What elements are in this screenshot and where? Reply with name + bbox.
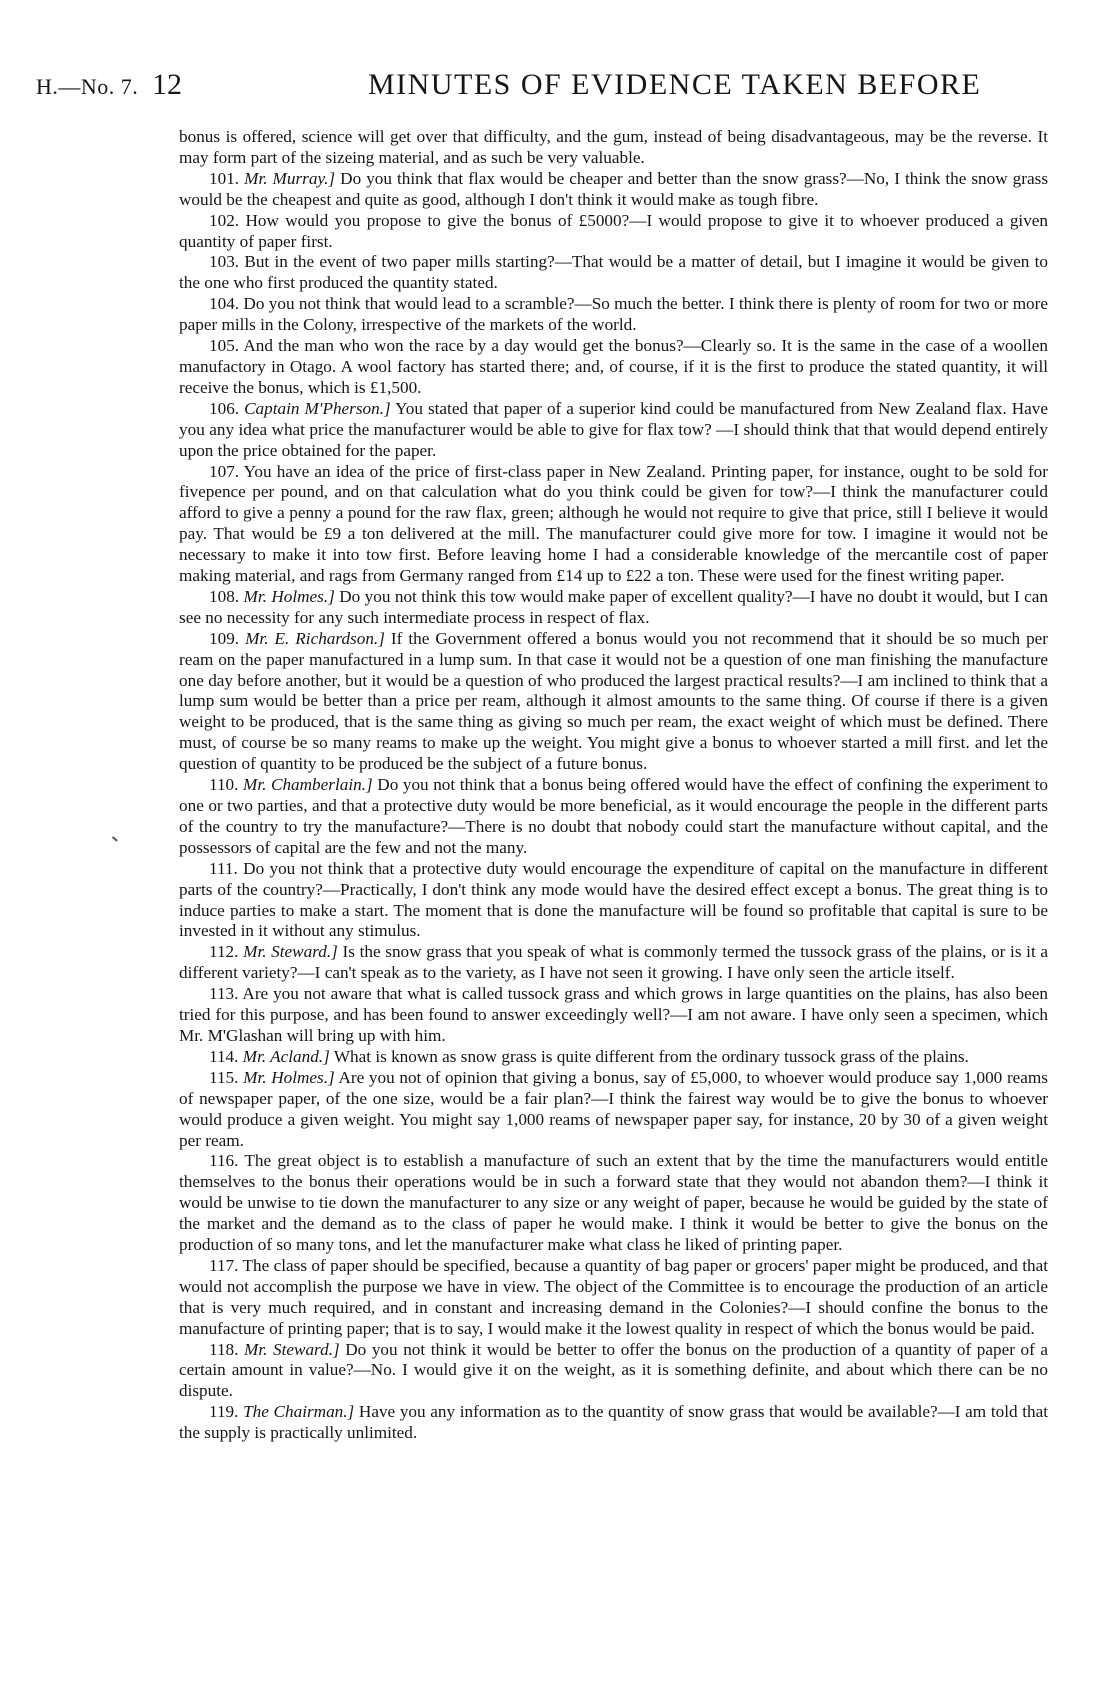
question-number: 113. <box>209 984 239 1004</box>
paragraph-text: But in the event of two paper mills starting?—That would be a matter of detail, but I imagine it would be given to the one who first produced the quantity stated. <box>179 252 1049 293</box>
paragraph-text: Do you not think this tow would make paper of excellent quality?—I have no doubt it would, but I can see no necessity for any such intermediate process in respect of flax. <box>179 586 1048 627</box>
evidence-paragraph <box>179 336 1048 399</box>
paragraph-text: Do you not think that a protective duty would encourage the expenditure of capital on the manufacture in different parts of the country?—Practically, I don't think any mode would have the desired effect except a bonus. The great thing is to induce parties to make a start. The moment that is done the manufacture will be found so profitable that capital is sure to be invested in it without any stimulus. <box>179 858 1049 941</box>
evidence-paragraph <box>179 984 1048 1047</box>
speaker-name: Mr. Holmes.] <box>243 586 335 606</box>
paragraph-text: And the man who won the race by a day would get the bonus?—Clearly so. It is the same in the case of a woollen manufactory in Otago. A wool factory has started there; and, of course, if it is the first to produce the stated quantity, it will receive the bonus, which is £1,500. <box>179 336 1048 397</box>
paragraph-text: The great object is to establish a manufacture of such an extent that by the time the manufacturers would entitle themselves to the bonus their operations would be in such a forward state that they would not abandon them?—I think it would be unwise to tie down the manufacturer to any size or any weight of paper, because he would be guided by the state of the market and the demand as to the class of paper he would make. I think it would be better to give the bonus on the production of so many tons, and let the manufacturer make what class he liked of printing paper. <box>179 1151 1048 1255</box>
evidence-paragraph <box>179 399 1048 462</box>
evidence-paragraph <box>179 859 1048 943</box>
evidence-paragraph <box>179 294 1048 336</box>
question-number: 117. <box>209 1255 239 1275</box>
question-number: 110. <box>209 775 239 795</box>
evidence-paragraph <box>179 942 1048 984</box>
paragraph-text: How would you propose to give the bonus of £5000?—I would propose to give it to whoever produced a given quantity of paper first. <box>179 210 1049 251</box>
speaker-name: Mr. Acland.] <box>242 1046 330 1066</box>
question-number: 104. <box>209 294 240 314</box>
running-title: MINUTES OF EVIDENCE TAKEN BEFORE <box>368 68 982 101</box>
paragraph-text: Are you not of opinion that giving a bonus, say of £5,000, to whoever would produce say 1,000 reams of newspaper paper, of the one size, would be a fair plan?—I think the fairest way would be to give the bonus to whoever would produce a given weight. You might say 1,000 reams of newspaper paper say, for instance, 20 by 30 of a given weight per ream. <box>179 1067 1048 1150</box>
paragraph-text: Is the snow grass that you speak of what is commonly termed the tussock grass of the plains, or is it a different variety?—I can't speak as to the variety, as I have not seen it growing. I have only seen the article itself. <box>179 942 1049 983</box>
evidence-body <box>179 127 1048 1444</box>
question-number: 112. <box>209 942 239 962</box>
evidence-paragraph <box>179 1340 1048 1403</box>
speaker-name: Mr. Murray.] <box>244 168 336 188</box>
document-reference: H.—No. 7. <box>36 74 139 99</box>
evidence-paragraph <box>179 1047 1048 1068</box>
speaker-name: Captain M'Pherson.] <box>244 398 391 418</box>
page-header <box>0 66 1114 106</box>
speaker-name: Mr. Steward.] <box>244 1339 340 1359</box>
question-number: 116. <box>209 1151 239 1171</box>
stray-mark <box>112 836 118 841</box>
paragraph-text: Do you think that flax would be cheaper and better than the snow grass?—No, I think the snow grass would be the cheapest and quite as good, although I don't think it would make as tough fibre. <box>179 168 1049 209</box>
question-number: 101. <box>209 168 240 188</box>
paragraph-text: You stated that paper of a superior kind could be manufactured from New Zealand flax. Have you any idea what price the manufacturer would be able to give for flax tow? —I should think that that would depend entirely upon the price obtained for the paper. <box>179 398 1049 460</box>
paragraph-text: Do you not think that would lead to a scramble?—So much the better. I think there is plenty of room for two or more paper mills in the Colony, irrespective of the markets of the world. <box>179 294 1049 335</box>
paragraph-text: Do you not think that a bonus being offered would have the effect of confining the experiment to one or two parties, and that a protective duty would be more beneficial, as it would encourage the people in the different parts of the country to try the manufacture?—There is no doubt that nobody could start the manufacture without capital, and the possessors of capital are the few and not the many. <box>179 775 1049 857</box>
evidence-paragraph <box>179 1402 1048 1444</box>
paragraph-text: Do you not think it would be better to offer the bonus on the production of a quantity of paper of a certain amount in value?—No. I would give it on the weight, as it is something definite, and about which there can be no dispute. <box>179 1339 1049 1401</box>
question-number: 108. <box>209 586 240 606</box>
question-number: 109. <box>209 628 240 648</box>
speaker-name: Mr. Chamberlain.] <box>243 775 373 795</box>
evidence-paragraph <box>179 169 1048 211</box>
evidence-paragraph <box>179 252 1048 294</box>
paragraph-text: You have an idea of the price of first-class paper in New Zealand. Printing paper, for instance, ought to be sold for fivepence per pound, and on that calculation what do you think could be given for tow?—I think the manufacturer could afford to give a penny a pound for the raw flax, green; although he would not require to give that price, still I believe it would pay. That would be £9 a ton delivered at the mill. The manufacturer could give more for tow. I imagine it would not be necessary to make it into tow first. Before leaving home I had a considerable knowledge of the mercantile cost of paper making material, and rags from Germany ranged from £14 up to £22 a ton. These were used for the finest writing paper. <box>179 461 1048 586</box>
question-number: 107. <box>209 461 240 481</box>
evidence-paragraph <box>179 629 1048 775</box>
question-number: 103. <box>209 252 240 272</box>
speaker-name: Mr. Steward.] <box>243 942 338 962</box>
evidence-paragraph <box>179 127 1048 169</box>
speaker-name: The Chairman.] <box>243 1402 355 1422</box>
paragraph-text: Are you not aware that what is called tussock grass and which grows in large quantities on the plains, has also been tried for this purpose, and has been found to answer exceedingly well?—I am not aware. I have only seen a specimen, which Mr. M'Glashan will bring up with him. <box>179 984 1048 1045</box>
question-number: 115. <box>209 1067 239 1087</box>
evidence-paragraph <box>179 775 1048 859</box>
evidence-paragraph <box>179 1068 1048 1152</box>
evidence-paragraph <box>179 211 1048 253</box>
paragraph-text: What is known as snow grass is quite different from the ordinary tussock grass of the plains. <box>333 1046 969 1066</box>
paragraph-text: The class of paper should be specified, because a quantity of bag paper or grocers' paper might be produced, and that would not accomplish the purpose we have in view. The object of the Committee is to encourage the production of an article that is very much required, and in constant and increasing demand in the Colonies?—I should confine the bonus to the manufacture of printing paper; that is to say, I would make it the lowest quality in respect of which the bonus would be paid. <box>179 1255 1048 1338</box>
question-number: 111. <box>209 858 238 878</box>
paragraph-text: Have you any information as to the quantity of snow grass that would be available?—I am told that the supply is practically unlimited. <box>179 1402 1048 1443</box>
paragraph-text: bonus is offered, science will get over that difficulty, and the gum, instead of being disadvantageous, may be the reverse. It may form part of the sizeing material, and as such be very valuable. <box>179 127 1048 167</box>
question-number: 102. <box>209 210 240 230</box>
evidence-paragraph <box>179 1151 1048 1256</box>
question-number: 118. <box>209 1339 239 1359</box>
question-number: 106. <box>209 398 240 418</box>
question-number: 114. <box>209 1046 239 1066</box>
question-number: 105. <box>209 336 240 356</box>
evidence-paragraph <box>179 462 1048 587</box>
question-number: 119. <box>209 1402 239 1422</box>
speaker-name: Mr. E. Richardson.] <box>245 628 385 648</box>
evidence-paragraph <box>179 1256 1048 1340</box>
speaker-name: Mr. Holmes.] <box>243 1067 335 1087</box>
paragraph-text: If the Government offered a bonus would you not recommend that it should be so much per ream on the paper manufactured in a lump sum. In that case it would not be a question of one man finishing the manufacture one day before another, but it would be a question of who produced the largest practical results?—I am inclined to think that a lump sum would be better than a price per ream, although it almost amounts to the same thing. Of course if there is a given weight to be produced, that is the same thing as giving so much per ream, the exact weight of which must be defined. There must, of course be so many reams to make up the weight. You might give a bonus to whoever started a mill first. and let the question of quantity to be produced be the subject of a future bonus. <box>179 628 1049 774</box>
evidence-paragraph <box>179 587 1048 629</box>
page-number: 12 <box>152 68 182 101</box>
